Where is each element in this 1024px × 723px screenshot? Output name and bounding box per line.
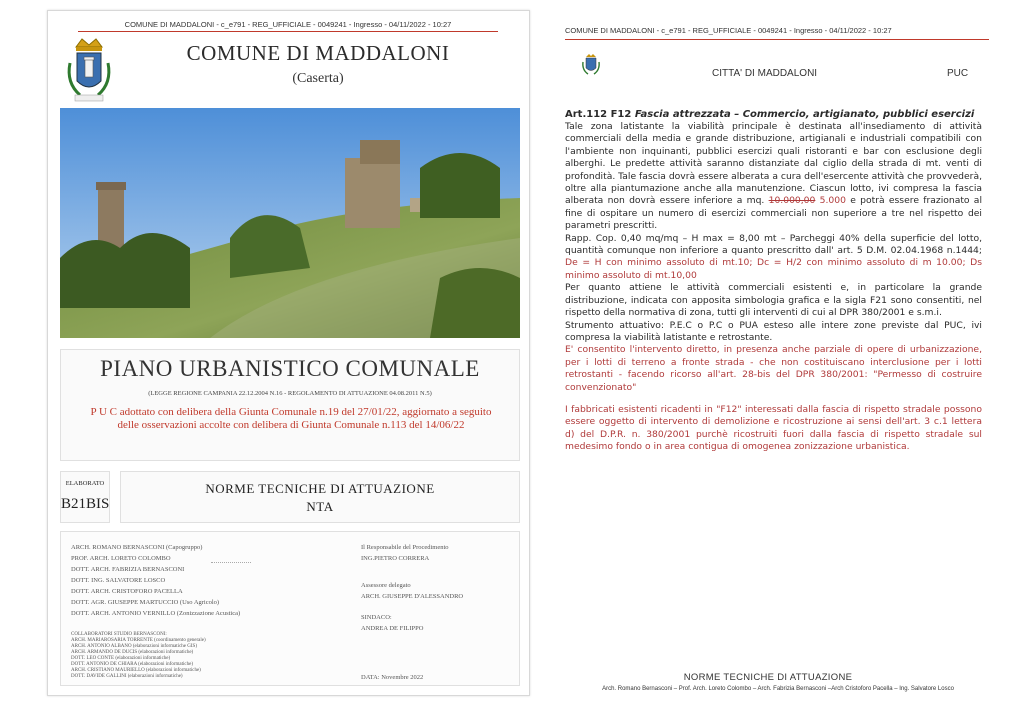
- footer-title: NORME TECNICHE DI ATTUAZIONE: [683, 672, 853, 683]
- elaborato-label: ELABORATO: [65, 480, 105, 487]
- elaborato-box: [60, 471, 110, 523]
- amended-paragraph: E' consentito l'intervento diretto, in presenza anche parziale di opere di urbanizzazione, per i lotti di terreno a fronte strada - che non costituiscano interclusione per i lotti retrostanti - facendo ricorso all'art. 28-bis del DPR 380/2001: "Permesso di costruire convenzionato": [565, 344, 982, 393]
- cover-page: [47, 10, 530, 696]
- article-body: [565, 108, 982, 454]
- collaborator-item: ARCH. CRISTIANO MAURIELLO (elaborazioni informatiche): [71, 668, 201, 673]
- designer-item: DOTT. AGR. GIUSEPPE MARTUCCIO (Uso Agricolo): [71, 599, 220, 606]
- rup-label: Il Responsabile del Procedimento: [361, 544, 449, 551]
- signature-mark: [211, 562, 251, 580]
- paragraph: [565, 121, 982, 233]
- paragraph: [565, 233, 982, 283]
- designer-item: DOTT. ARCH. ANTONIO VERNILLO (Zonizzazione Acustica): [71, 610, 241, 617]
- article-title: Fascia attrezzata – Commercio, artigianato, pubblici esercizi: [634, 109, 975, 120]
- norme-page: [557, 10, 989, 660]
- paragraph-text: e potrà essere frazionato al fine di ospitare un numero di esercizi commerciali non superiore a tre nel rispetto dei parametri prescritti.: [565, 195, 982, 232]
- article-heading: [565, 108, 982, 121]
- amended-text: De = H con minimo assoluto di mt.10; Dc = H/2 con minimo assoluto di m 10.00; Ds minimo assoluto di mt.10,00: [565, 257, 982, 281]
- city-crest-icon: [581, 52, 601, 78]
- puc-box: [60, 349, 520, 461]
- designers-list: [71, 542, 311, 619]
- collaborator-item: DOTT. LEO CONTE (elaborazioni informatiche): [71, 656, 171, 661]
- struck-value: 10.000,00: [768, 195, 816, 207]
- sindaco-label: SINDACO:: [361, 614, 392, 621]
- paragraph: Per quanto attiene le attività commerciali esistenti e, in particolare la grande distribuzione, indicata con apposita simbologia grafica e la sigla F21 sono consentiti, nel rispetto della normativa di zona, tutti gli interventi di cui al DPR 380/2001 e s.m.i.: [565, 282, 982, 319]
- collaborator-item: DOTT. ANTONIO DE CHIARA (elaborazioni informatiche): [71, 662, 194, 667]
- nta-title: NORME TECNICHE DI ATTUAZIONE: [205, 481, 435, 496]
- collaborator-item: COLLABORATORI STUDIO BERNASCONI:: [71, 632, 167, 637]
- article-number: Art.112 F12: [565, 109, 632, 120]
- paragraph: Strumento attuativo: P.E.C o P.C o PUA esteso alle intere zone previste dal PUC, ivi compresa la viabilità latistante e retrostante.: [565, 319, 982, 343]
- collaborators-list: [71, 632, 271, 680]
- city-header: CITTA' DI MADDALONI: [712, 68, 818, 79]
- rup-name: ING.PIETRO CORRERA: [361, 555, 430, 562]
- paragraph-text: Tale zona latistante la viabilità principale è destinata all'insediamento di attività commerciali della media e grande distribuzione, artigianali e industriali compatibili con l'ambiente non inquinanti, pubblici esercizi quali ristoranti e bar con esclusione degli alberghi. Le predette attività saranno distanziate dal ciglio della strada di mt. venti di profondità. Tale fascia dovrà essere alberata a cura dell'esercente attività che provvederà, oltre alla piantumazione anche alla manutenzione. Ciascun lotto, ivi compresa la fascia alberata non dovrà essere inferiore a mq.: [565, 121, 982, 207]
- stamp-underline: [78, 31, 498, 32]
- puc-law-reference: (LEGGE REGIONE CAMPANIA 22.12.2004 N.16 - REGOLAMENTO DI ATTUAZIONE 04.08.2011 N.5): [148, 390, 432, 397]
- designer-item: DOTT. ING. SALVATORE LOSCO: [71, 577, 166, 584]
- footer-authors: Arch. Romano Bernasconi – Prof. Arch. Loreto Colombo – Arch. Fabrizia Bernasconi –Arch Cristoforo Pacella – Ing. Salvatore Losco: [602, 686, 954, 692]
- collaborator-item: DOTT. DAVIDE GALLINI (elaborazioni informatiche): [71, 674, 183, 679]
- collaborator-item: ARCH. ANTONIO ALBANO (elaborazioni informatiche GIS): [71, 644, 197, 649]
- designer-item: DOTT. ARCH. FABRIZIA BERNASCONI: [71, 566, 185, 573]
- designer-item: DOTT. ARCH. CRISTOFORO PACELLA: [71, 588, 183, 595]
- cover-title: COMUNE DI MADDALONI: [186, 41, 450, 65]
- cover-subtitle: (Caserta): [292, 71, 344, 86]
- protocol-stamp-text: COMUNE DI MADDALONI - c_e791 - REG_UFFICIALE - 0049241 - Ingresso - 04/11/2022 - 10:27: [565, 26, 892, 35]
- nta-box: [120, 471, 520, 523]
- protocol-stamp: [565, 24, 989, 40]
- puc-adoption-note: P U C adottato con delibera della Giunta Comunale n.19 del 27/01/22, aggiornato a seguito delle osservazioni accolte con delibera di Giunta Comunale n.113 del 14/06/22: [90, 406, 492, 431]
- castle-photo: [60, 108, 520, 338]
- puc-title: PIANO URBANISTICO COMUNALE: [100, 356, 480, 381]
- collaborator-item: ARCH. MARIAROSARIA TORRENTE (coordinamento generale): [71, 638, 206, 643]
- city-crest-icon: [62, 33, 116, 113]
- protocol-stamp: [78, 18, 498, 32]
- elaborato-code: B21BIS: [61, 496, 110, 512]
- puc-header: PUC: [947, 68, 969, 79]
- officials-list: [361, 542, 511, 634]
- collaborator-item: ARCH. ARMANDO DE DUCIS (elaborazioni informatiche): [71, 650, 194, 655]
- designer-item: PROF. ARCH. LORETO COLOMBO: [71, 555, 171, 562]
- nta-abbreviation: NTA: [306, 499, 334, 514]
- sindaco-name: ANDREA DE FILIPPO: [361, 625, 424, 632]
- designer-item: ARCH. ROMANO BERNASCONI (Capogruppo): [71, 544, 203, 551]
- amended-paragraph: I fabbricati esistenti ricadenti in "F12" interessati dalla fascia di rispetto stradale possono essere oggetto di intervento di demolizione e ricostruzione ai sensi dell'art. 3 c.1 lettera d) del D.P.R. n. 380/2001 purchè ricostruiti fuori dalla fascia di rispetto stradale sul medesimo fondo o in area contigua di omogenea zonizzazione urbanistica.: [565, 403, 982, 453]
- credits-box: [60, 531, 520, 686]
- assessore-label: Assessore delegato: [361, 582, 411, 589]
- document-date: DATA: Novembre 2022: [361, 674, 424, 681]
- amended-value: 5.000: [819, 195, 846, 207]
- stamp-underline: [565, 39, 989, 40]
- assessore-name: ARCH. GIUSEPPE D'ALESSANDRO: [361, 593, 464, 600]
- protocol-stamp-text: COMUNE DI MADDALONI - c_e791 - REG_UFFICIALE - 0049241 - Ingresso - 04/11/2022 - 10:27: [124, 20, 452, 29]
- paragraph-text: Rapp. Cop. 0,40 mq/mq – H max = 8,00 mt – Parcheggi 40% della superficie del lotto, quantità comunque non inferiore a quanto prescritto dall' art. 5 D.M. 02.04.1968 n.1444;: [565, 232, 982, 257]
